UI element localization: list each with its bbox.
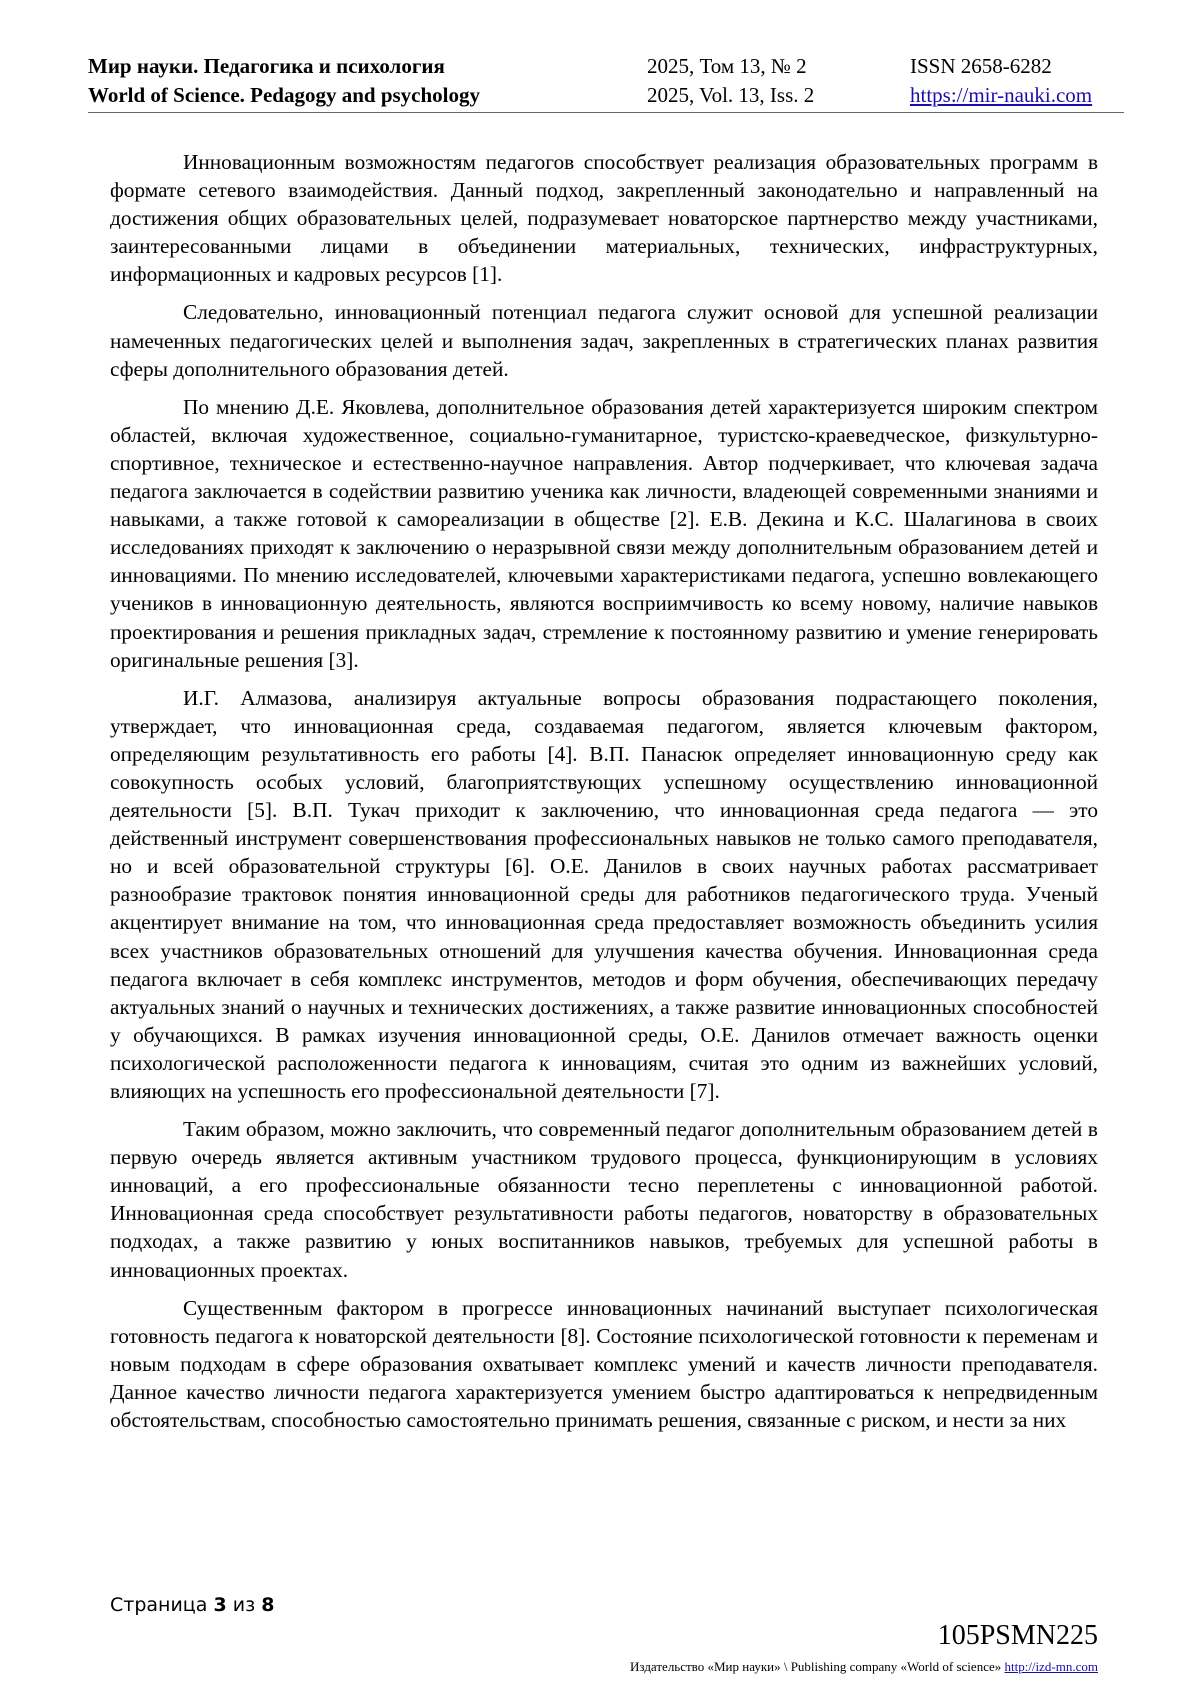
publisher-line xyxy=(630,1659,1098,1675)
page-total: 8 xyxy=(261,1594,275,1616)
paragraph: Существенным фактором в прогрессе инновационных начинаний выступает психологическая готовность педагога к новаторской деятельности [8]. Состояние психологической готовности к переменам и новым подходам в сфере образования охватывает комплекс умений и качеств личности преподавателя. Данное качество личности педагога характеризуется умением быстро адаптироваться к непредвиденным обстоятельствам, способностью самостоятельно принимать решения, связанные с риском, и нести за них xyxy=(110,1295,1098,1433)
paragraph: Инновационным возможностям педагогов способствует реализация образовательных программ в формате сетевого взаимодействия. Данный подход, закрепленный законодательно и направленный на достижения общих образовательных целей, подразумевает новаторское партнерство между участниками, заинтересованными лицами в объединении материальных, технических, инфраструктурных, информационных и кадровых ресурсов [1]. xyxy=(110,150,1098,287)
page-number: Страница 3 из 8 xyxy=(110,1594,275,1616)
article-body xyxy=(110,148,1098,1444)
article-code: 105PSMN225 xyxy=(937,1620,1098,1651)
journal-title-en: World of Science. Pedagogy and psychology xyxy=(88,83,481,107)
journal-title-block xyxy=(88,52,480,110)
header-divider xyxy=(88,112,1124,113)
issn: ISSN 2658-6282 xyxy=(910,54,1052,78)
paragraph: Следовательно, инновационный потенциал педагога служит основой для успешной реализации намеченных педагогических целей и выполнения задач, закрепленных в стратегических планах развития сферы дополнительного образования детей. xyxy=(110,300,1098,381)
journal-title-ru: Мир науки. Педагогика и психология xyxy=(88,54,445,78)
volume-block xyxy=(647,52,814,110)
publisher-link[interactable]: http://izd-mn.com xyxy=(1004,1659,1098,1674)
issn-block xyxy=(910,52,1092,110)
publisher-text: Издательство «Мир науки» \ Publishing company «World of science» xyxy=(630,1659,1002,1674)
volume-en: 2025, Vol. 13, Iss. 2 xyxy=(647,83,815,107)
page-header xyxy=(88,52,1124,112)
paragraph: И.Г. Алмазова, анализируя актуальные вопросы образования подрастающего поколения, утверждает, что инновационная среда, создаваемая педагогом, является ключевым фактором, определяющим результативность его работы [4]. В.П. Панасюк определяет инновационную среду как совокупность особых условий, благоприятствующих успешному осуществлению инновационной деятельности [5]. В.П. Тукач приходит к заключению, что инновационная среда педагога — это действенный инструмент совершенствования профессиональных навыков не только самого преподавателя, но и всей образовательной структуры [6]. О.Е. Данилов в своих научных работах рассматривает разнообразие трактовок понятия инновационной среды для работников педагогического труда. Ученый акцентирует внимание на том, что инновационная среда предоставляет возможность объединить усилия всех участников образовательных отношений для улучшения качества обучения. Инновационная среда педагога включает в себя комплекс инструментов, методов и форм обучения, обеспечивающих передачу актуальных знаний о научных и технических достижениях, а также развитие инновационных способностей у обучающихся. В рамках изучения инновационной среды, О.Е. Данилов отмечает важность оценки психологической расположенности педагога к инновациям, считая это одним из важнейших условий, влияющих на успешность его профессиональной деятельности [7]. xyxy=(110,685,1098,1103)
journal-website-link[interactable]: https://mir-nauki.com xyxy=(910,83,1093,107)
paragraph: По мнению Д.Е. Яковлева, дополнительное образования детей характеризуется широким спектром областей, включая художественное, социально-гуманитарное, туристско-краеведческое, физкультурно-спортивное, техническое и естественно-научное направления. Автор подчеркивает, что ключевая задача педагога заключается в содействии развитию ученика как личности, владеющей современными знаниями и навыками, а также готовой к самореализации в обществе [2]. Е.В. Декина и К.С. Шалагинова в своих исследованиях приходят к заключению о неразрывной связи между дополнительным образованием детей и инновациями. По мнению исследователей, ключевыми характеристиками педагога, успешно вовлекающего учеников в инновационную деятельность, являются восприимчивость ко всему новому, наличие навыков проектирования и решения прикладных задач, стремление к постоянному развитию и умение генерировать оригинальные решения [3]. xyxy=(110,394,1098,672)
volume-ru: 2025, Том 13, № 2 xyxy=(647,54,807,78)
page-current: 3 xyxy=(213,1594,227,1616)
paragraph: Таким образом, можно заключить, что современный педагог дополнительным образованием детей в первую очередь является активным участником трудового процесса, функционирующим в условиях инноваций, а его профессиональные обязанности тесно переплетены с инновационной работой. Инновационная среда способствует результативности работы педагогов, новаторству в образовательных подходах, а также развитию у юных воспитанников навыков, требуемых для успешной работы в инновационных проектах. xyxy=(110,1117,1098,1282)
